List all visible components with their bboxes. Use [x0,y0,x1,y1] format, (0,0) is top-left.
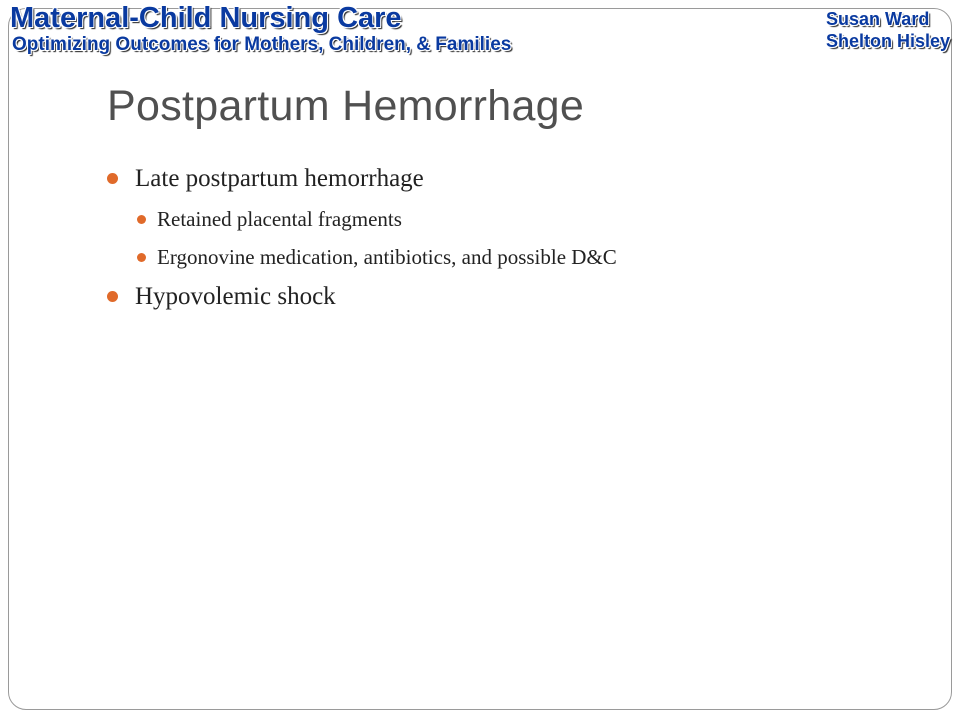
book-subtitle: Optimizing Outcomes for Mothers, Children, & Families [12,34,512,55]
bullet-item [107,162,617,196]
bullet-dot-icon [107,173,118,184]
sub-bullet-item [137,204,617,234]
bullet-dot-icon [137,215,146,224]
bullet-text: Ergonovine medication, antibiotics, and possible D&C [157,245,617,269]
bullet-text: Retained placental fragments [157,207,402,231]
bullet-list [107,162,617,322]
bullet-text: Hypovolemic shock [135,283,336,310]
slide-title: Postpartum Hemorrhage [107,82,585,130]
book-title: Maternal-Child Nursing Care [10,2,402,34]
book-header [10,2,511,56]
sub-bullet-item [137,242,617,272]
bullet-text: Late postpartum hemorrhage [135,165,424,192]
author-list [826,8,950,52]
bullet-dot-icon [107,291,118,302]
author-name: Shelton Hisley [825,31,950,51]
author-name: Susan Ward [825,9,930,29]
bullet-dot-icon [137,253,146,262]
bullet-item [107,280,617,314]
